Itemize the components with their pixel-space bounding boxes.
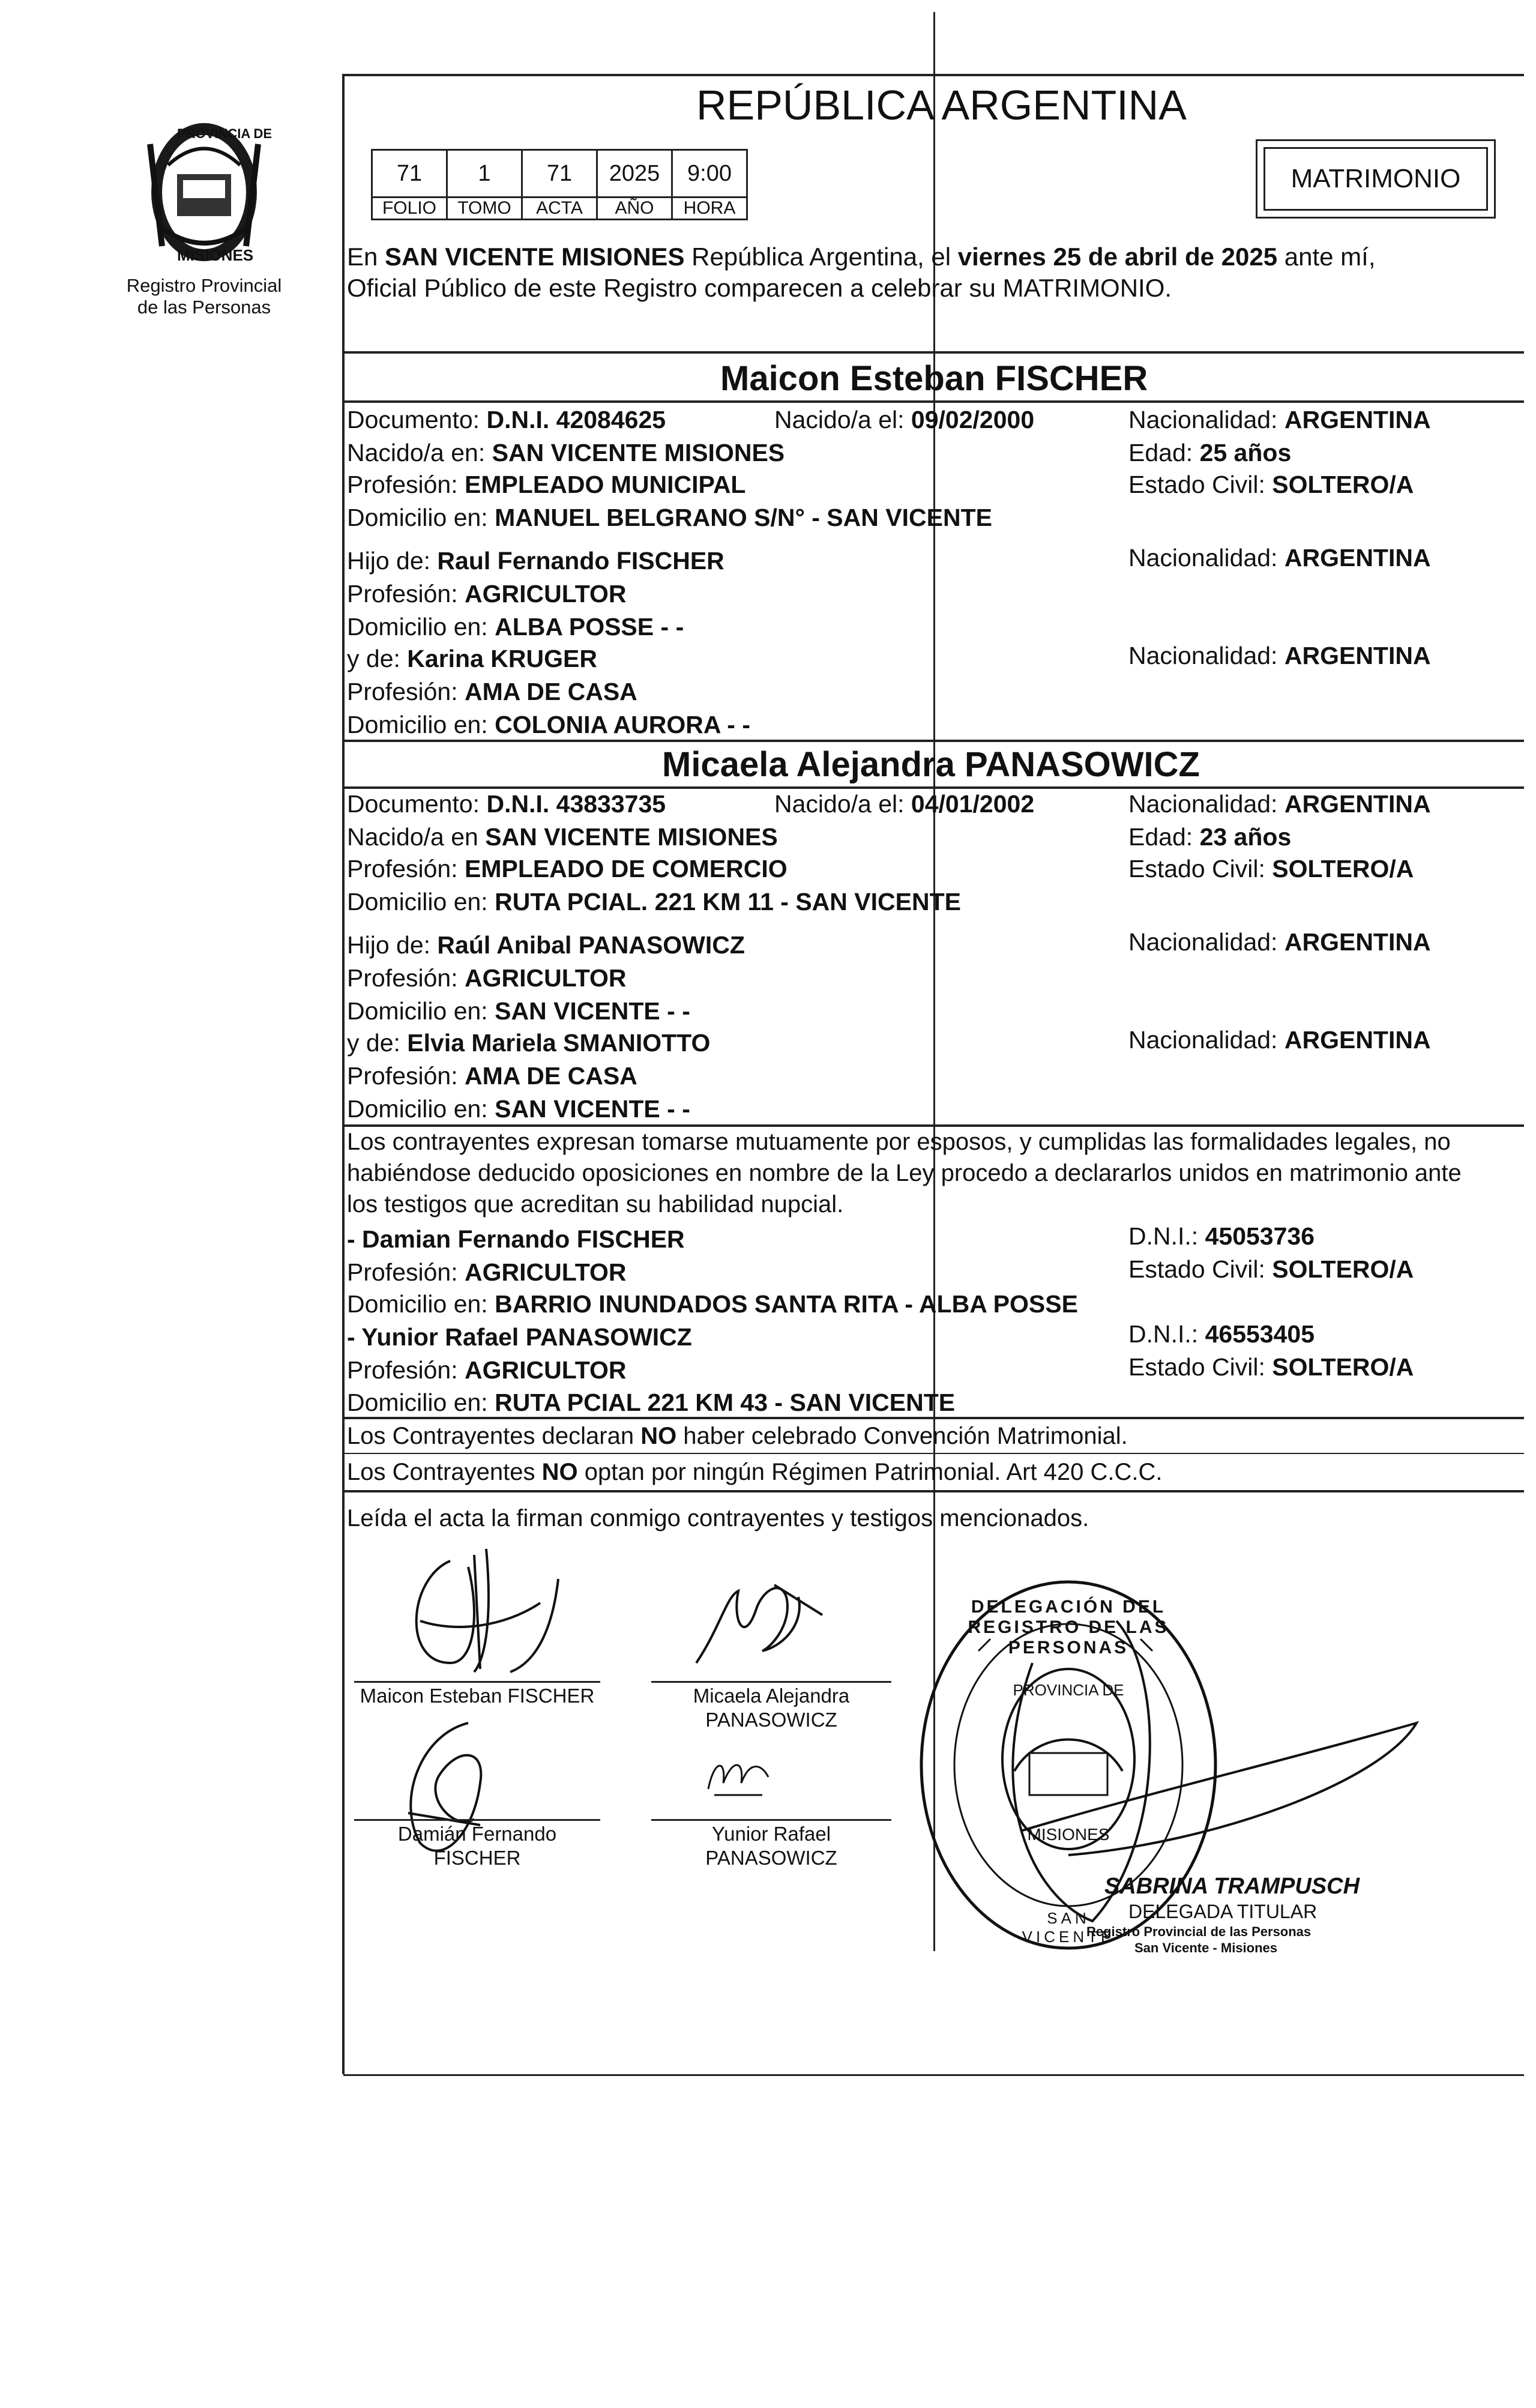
frame-bottom	[343, 2074, 1524, 2076]
acta-value: 71	[521, 149, 598, 198]
witness1-civil: Estado Civil: SOLTERO/A	[1128, 1255, 1414, 1283]
witness1-dni: D.N.I.: 45053736	[1128, 1222, 1315, 1250]
tomo-value: 1	[446, 149, 523, 198]
record-table	[371, 149, 814, 222]
sig-caption-1: Maicon Esteban FISCHER	[360, 1685, 595, 1707]
spouse1-civil: Estado Civil: SOLTERO/A	[1128, 471, 1414, 498]
spouse2-mother: y de: Elvia Mariela SMANIOTTO	[347, 1029, 711, 1057]
logo-top-text: PROVINCIA DE	[177, 126, 273, 141]
spouse2-dom: Domicilio en: RUTA PCIAL. 221 KM 11 - SAN VICENTE	[347, 888, 961, 916]
signature-maicon	[384, 1543, 588, 1681]
acta-label: ACTA	[521, 196, 598, 220]
signature-line	[651, 1819, 891, 1821]
spouse1-father: Hijo de: Raul Fernando FISCHER	[347, 547, 724, 575]
spouse2-civil: Estado Civil: SOLTERO/A	[1128, 855, 1414, 883]
witness2-name: - Yunior Rafael PANASOWICZ	[347, 1323, 692, 1351]
declaration-line-2: habiéndose deducido oposiciones en nombre de la Ley procedo a declararlos unidos en matrimonio ante	[347, 1160, 1462, 1186]
spouse2-born: Nacido/a el: 04/01/2002	[774, 790, 1035, 818]
official-signer: SABRINA TRAMPUSCH	[1104, 1874, 1360, 1899]
spouse2-nat: Nacionalidad: ARGENTINA	[1128, 790, 1431, 818]
frame-left	[342, 74, 345, 2074]
spouse1-age: Edad: 25 años	[1128, 439, 1292, 466]
spouse2-mother-nat: Nacionalidad: ARGENTINA	[1128, 1026, 1431, 1054]
sig-caption-3b: FISCHER	[433, 1847, 521, 1869]
convention-line-1: Los Contrayentes declaran NO haber celebrado Convención Matrimonial.	[347, 1423, 1128, 1449]
seal-outer-text: DELEGACIÓN DEL REGISTRO DE LAS PERSONAS	[968, 1597, 1169, 1658]
seal-bottom-text: SAN VICENTE	[1022, 1909, 1115, 1946]
divider	[343, 1124, 1524, 1127]
divider	[343, 351, 1524, 354]
declaration-line-1: Los contrayentes expresan tomarse mutuamente por esposos, y cumplidas las formalidades legales, no	[347, 1129, 1451, 1155]
official-org: Registro Provincial de las Personas	[1086, 1924, 1312, 1939]
signature-line	[354, 1681, 600, 1683]
spouse2-mother-dom: Domicilio en: SAN VICENTE - -	[347, 1095, 690, 1123]
spouse1-father-dom: Domicilio en: ALBA POSSE - -	[347, 613, 684, 641]
divider	[343, 740, 1524, 742]
declaration-line-3: los testigos que acreditan su habilidad nupcial.	[347, 1191, 844, 1218]
registry-logo	[126, 108, 282, 276]
spouse2-birthplace: Nacido/a en SAN VICENTE MISIONES	[347, 823, 778, 851]
witness2-dni: D.N.I.: 46553405	[1128, 1320, 1315, 1348]
witness1-name: - Damian Fernando FISCHER	[347, 1225, 685, 1253]
divider	[343, 400, 1524, 403]
spouse2-father-dom: Domicilio en: SAN VICENTE - -	[347, 997, 690, 1025]
witness2-civil: Estado Civil: SOLTERO/A	[1128, 1353, 1414, 1381]
spouse1-father-nat: Nacionalidad: ARGENTINA	[1128, 544, 1431, 572]
official-place: San Vicente - Misiones	[1134, 1940, 1278, 1955]
intro-line-1: En SAN VICENTE MISIONES República Argentina, el viernes 25 de abril de 2025 ante mí,	[347, 243, 1376, 271]
anio-label: AÑO	[596, 196, 673, 220]
folio-label: FOLIO	[371, 196, 448, 220]
spouse2-prof: Profesión: EMPLEADO DE COMERCIO	[347, 855, 788, 883]
witness1-prof: Profesión: AGRICULTOR	[347, 1258, 627, 1286]
page-title: REPÚBLICA ARGENTINA	[696, 82, 1187, 128]
logo-caption-2: de las Personas	[137, 297, 271, 318]
spouse1-mother-prof: Profesión: AMA DE CASA	[347, 678, 637, 705]
spouse1-born: Nacido/a el: 09/02/2000	[774, 406, 1035, 433]
convention-line-2: Los Contrayentes NO optan por ningún Régimen Patrimonial. Art 420 C.C.C.	[347, 1459, 1163, 1485]
divider	[343, 1490, 1524, 1492]
spouse2-father: Hijo de: Raúl Anibal PANASOWICZ	[347, 931, 745, 959]
signature-line	[651, 1681, 891, 1683]
acta-type-box	[1256, 139, 1496, 219]
spouse1-mother-nat: Nacionalidad: ARGENTINA	[1128, 642, 1431, 669]
acta-type: MATRIMONIO	[1263, 147, 1488, 211]
divider	[343, 786, 1524, 789]
official-role: DELEGADA TITULAR	[1128, 1901, 1318, 1922]
divider	[343, 1453, 1524, 1454]
witness2-prof: Profesión: AGRICULTOR	[347, 1356, 627, 1384]
spouse2-father-nat: Nacionalidad: ARGENTINA	[1128, 928, 1431, 956]
spouse1-mother-dom: Domicilio en: COLONIA AURORA - -	[347, 711, 751, 738]
spouse2-name: Micaela Alejandra PANASOWICZ	[662, 745, 1200, 784]
spouse1-birthplace: Nacido/a en: SAN VICENTE MISIONES	[347, 439, 785, 466]
signature-line	[354, 1819, 600, 1821]
seal-inner-top: PROVINCIA DE	[1013, 1681, 1124, 1699]
witness2-dom: Domicilio en: RUTA PCIAL 221 KM 43 - SAN VICENTE	[347, 1389, 956, 1416]
spouse1-dom: Domicilio en: MANUEL BELGRANO S/N° - SAN VICENTE	[347, 504, 992, 531]
sig-caption-4a: Yunior Rafael	[711, 1823, 831, 1845]
spouse1-prof: Profesión: EMPLEADO MUNICIPAL	[347, 471, 746, 498]
folio-value: 71	[371, 149, 448, 198]
spouse1-nat: Nacionalidad: ARGENTINA	[1128, 406, 1431, 433]
intro-line-2: Oficial Público de este Registro comparecen a celebrar su MATRIMONIO.	[347, 274, 1172, 302]
closing-text: Leída el acta la firman conmigo contrayentes y testigos mencionados.	[347, 1505, 1089, 1531]
sig-caption-3a: Damián Fernando	[397, 1823, 557, 1845]
spouse2-doc: Documento: D.N.I. 43833735	[347, 790, 666, 818]
spouse2-age: Edad: 23 años	[1128, 823, 1292, 851]
spouse2-mother-prof: Profesión: AMA DE CASA	[347, 1062, 637, 1090]
spouse1-father-prof: Profesión: AGRICULTOR	[347, 580, 627, 608]
spouse2-father-prof: Profesión: AGRICULTOR	[347, 964, 627, 992]
logo-caption-1: Registro Provincial	[126, 275, 282, 296]
spouse1-name: Maicon Esteban FISCHER	[720, 359, 1148, 398]
seal-inner-bottom: MISIONES	[1027, 1825, 1110, 1844]
spouse1-mother: y de: Karina KRUGER	[347, 645, 597, 672]
spouse1-doc: Documento: D.N.I. 42084625	[347, 406, 666, 433]
hora-value: 9:00	[671, 149, 748, 198]
tomo-label: TOMO	[446, 196, 523, 220]
anio-value: 2025	[596, 149, 673, 198]
sig-caption-2b: PANASOWICZ	[705, 1709, 837, 1731]
hora-label: HORA	[671, 196, 748, 220]
signature-micaela	[684, 1573, 840, 1675]
divider	[343, 1417, 1524, 1419]
sig-caption-2a: Micaela Alejandra	[693, 1685, 850, 1707]
logo-bottom-text: MISIONES	[177, 246, 254, 264]
sig-caption-4b: PANASOWICZ	[705, 1847, 837, 1869]
witness1-dom: Domicilio en: BARRIO INUNDADOS SANTA RITA - ALBA POSSE	[347, 1290, 1078, 1318]
signature-yunior	[696, 1747, 780, 1807]
